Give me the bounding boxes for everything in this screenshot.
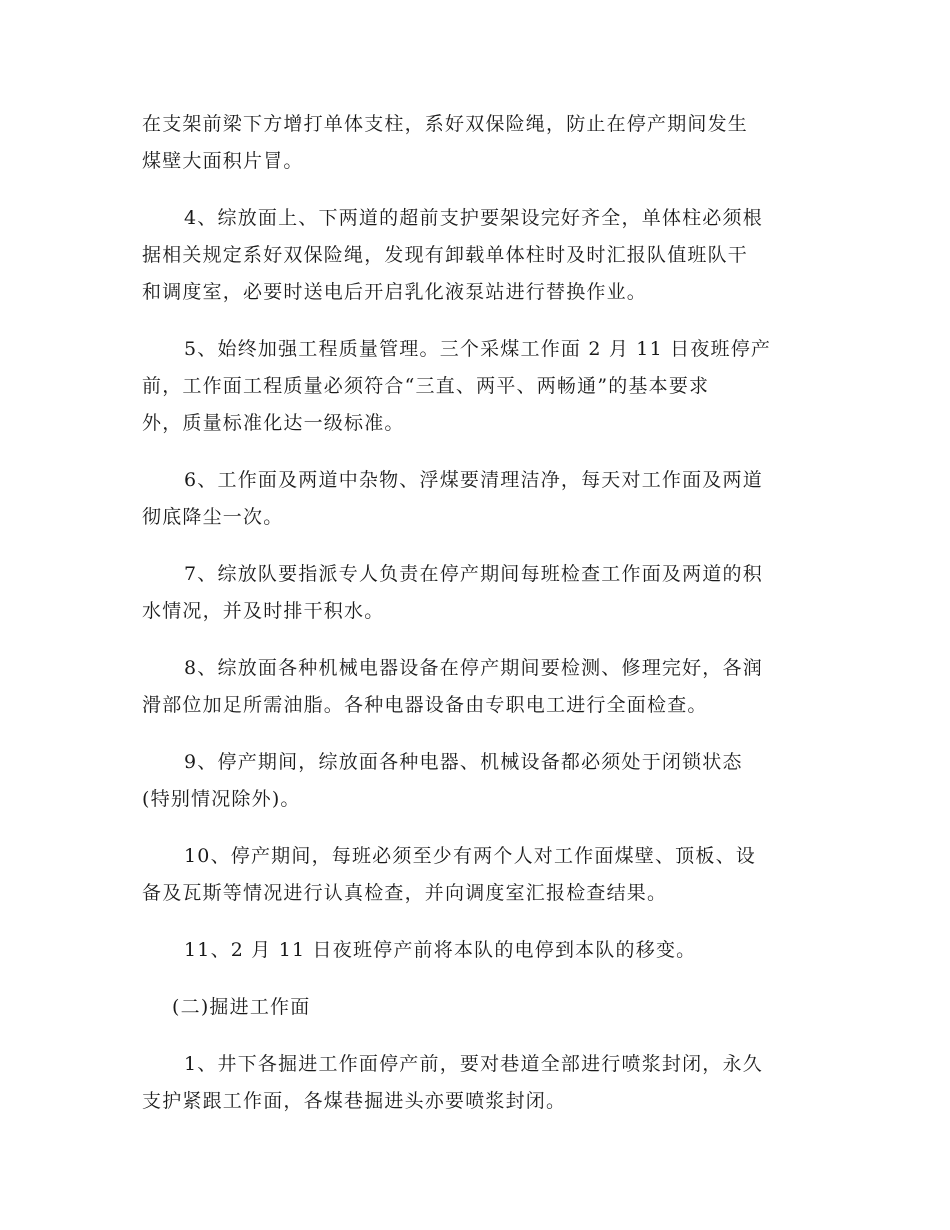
paragraph-continuation: [142, 106, 806, 180]
section-heading-text: (二)掘进工作面: [172, 996, 311, 1018]
paragraph-item-7: [142, 556, 806, 630]
text-line: 前，工作面工程质量必须符合“三直、两平、两畅通”的基本要求: [142, 375, 710, 397]
text-line: 8、综放面各种机械电器设备在停产期间要检测、修理完好，各润: [184, 657, 763, 679]
text-line: 6、工作面及两道中杂物、浮煤要清理洁净，每天对工作面及两道: [184, 469, 763, 491]
text-line: 煤壁大面积片冒。: [142, 150, 304, 172]
text-line: 滑部位加足所需油脂。各种电器设备由专职电工进行全面检查。: [142, 694, 708, 716]
paragraph-item-6: [142, 462, 806, 536]
text-line: 1、井下各掘进工作面停产前，要对巷道全部进行喷浆封闭，永久: [184, 1053, 763, 1075]
text-line: 水情况，并及时排干积水。: [142, 600, 385, 622]
text-line: 彻底降尘一次。: [142, 506, 284, 528]
text-line: (特别情况除外)。: [142, 788, 301, 810]
text-line: 10、停产期间，每班必须至少有两个人对工作面煤壁、顶板、设: [184, 845, 756, 867]
text-line: 和调度室，必要时送电后开启乳化液泵站进行替换作业。: [142, 281, 648, 303]
text-line: 外，质量标准化达一级标准。: [142, 412, 405, 434]
text-line: 4、综放面上、下两道的超前支护要架设完好齐全，单体柱必须根: [184, 207, 763, 229]
text-line: 7、综放队要指派专人负责在停产期间每班检查工作面及两道的积: [184, 563, 763, 585]
paragraph-item-11: [142, 932, 806, 969]
section-heading: [142, 989, 806, 1026]
paragraph-item-5: [142, 331, 806, 442]
text-line: 5、始终加强工程质量管理。三个采煤工作面 2 月 11 日夜班停产: [184, 338, 772, 360]
paragraph-item-9: [142, 744, 806, 818]
text-line: 据相关规定系好双保险绳，发现有卸载单体柱时及时汇报队值班队干: [142, 244, 749, 266]
text-line: 9、停产期间，综放面各种电器、机械设备都必须处于闭锁状态: [184, 751, 743, 773]
text-line: 在支架前梁下方增打单体支柱，系好双保险绳，防止在停产期间发生: [142, 113, 749, 135]
text-line: 支护紧跟工作面，各煤巷掘进头亦要喷浆封闭。: [142, 1090, 567, 1112]
text-line: 11、2 月 11 日夜班停产前将本队的电停到本队的移变。: [184, 939, 697, 961]
document-body: [142, 106, 806, 1140]
paragraph-item-10: [142, 838, 806, 912]
paragraph-item-8: [142, 650, 806, 724]
paragraph-excavation-item-1: [142, 1046, 806, 1120]
paragraph-item-4: [142, 200, 806, 311]
text-line: 备及瓦斯等情况进行认真检查，并向调度室汇报检查结果。: [142, 882, 668, 904]
